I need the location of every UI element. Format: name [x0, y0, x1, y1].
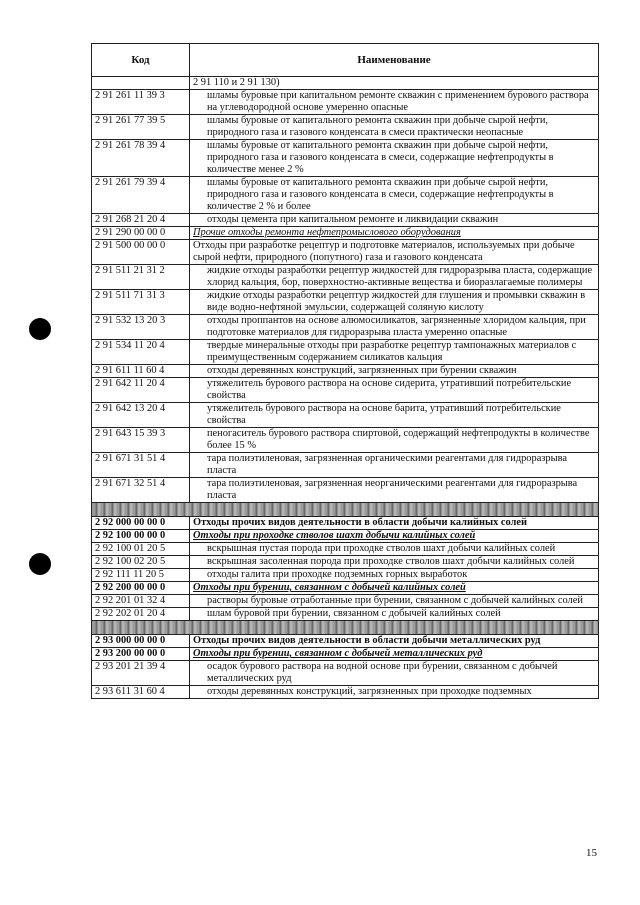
- table-row: [92, 686, 599, 699]
- waste-name: тара полиэтиленовая, загрязненная органическими реагентами для гидроразрыва пласта: [207, 453, 567, 476]
- waste-name: шламы буровые от капитального ремонта скважин при добыче сырой нефти, природного газа и газового конденсата в смеси практически неопасные: [207, 115, 548, 138]
- section-divider-row: [92, 621, 599, 635]
- waste-name-cell: [190, 661, 599, 686]
- table-row: [92, 478, 599, 503]
- punch-hole-lower: [29, 553, 51, 575]
- waste-code: 2 93 200 00 00 0: [92, 648, 190, 661]
- table-header-row: [92, 44, 599, 77]
- header-code: Код: [92, 44, 190, 77]
- waste-name-cell: [190, 340, 599, 365]
- waste-code: 2 91 671 31 51 4: [92, 453, 190, 478]
- waste-name: утяжелитель бурового раствора на основе барита, утративший потребительские свойства: [207, 403, 561, 426]
- header-name: Наименование: [190, 44, 599, 77]
- waste-code: 2 91 261 11 39 3: [92, 90, 190, 115]
- waste-code: 2 91 261 77 39 5: [92, 115, 190, 140]
- waste-name-cell: [190, 214, 599, 227]
- table-row: [92, 265, 599, 290]
- waste-name: утяжелитель бурового раствора на основе сидерита, утративший потребительские свойства: [207, 378, 572, 401]
- table-row: [92, 453, 599, 478]
- waste-code: 2 91 511 71 31 3: [92, 290, 190, 315]
- waste-name: отходы деревянных конструкций, загрязненных при проходке подземных: [207, 686, 532, 697]
- section-divider-row: [92, 503, 599, 517]
- waste-code: 2 91 261 78 39 4: [92, 140, 190, 177]
- table-row: [92, 428, 599, 453]
- table-row: [92, 595, 599, 608]
- waste-name-cell: [190, 378, 599, 403]
- waste-name: отходы деревянных конструкций, загрязненных при бурении скважин: [207, 365, 517, 376]
- waste-name: отходы проппантов на основе алюмосиликатов, загрязненные хлоридом кальция, при подготовке материалов для гидроразрыва пласта умеренно опасные: [207, 315, 586, 338]
- table-row: [92, 608, 599, 621]
- waste-name-cell: [190, 453, 599, 478]
- waste-name-cell: [190, 648, 599, 661]
- waste-name: осадок бурового раствора на водной основе при бурении, связанном с добычей металлических руд: [207, 661, 558, 684]
- table-row: [92, 315, 599, 340]
- waste-name-cell: [190, 265, 599, 290]
- table-row: [92, 90, 599, 115]
- waste-code: 2 91 611 11 60 4: [92, 365, 190, 378]
- table-row: [92, 635, 599, 648]
- waste-code: 2 91 532 13 20 3: [92, 315, 190, 340]
- waste-code: 2 93 000 00 00 0: [92, 635, 190, 648]
- waste-name: пеногаситель бурового раствора спиртовой, содержащий нефтепродукты в количестве более 15 %: [207, 428, 590, 451]
- waste-name: твердые минеральные отходы при разработке рецептур тампонажных материалов с преимущественным содержанием силикатов кальция: [207, 340, 577, 363]
- table-row: [92, 378, 599, 403]
- waste-name-cell: [190, 635, 599, 648]
- waste-name-cell: [190, 517, 599, 530]
- table-row: [92, 140, 599, 177]
- table-row: [92, 403, 599, 428]
- waste-name-cell: [190, 140, 599, 177]
- waste-code: 2 91 268 21 20 4: [92, 214, 190, 227]
- waste-name-cell: [190, 556, 599, 569]
- waste-code: 2 93 201 21 39 4: [92, 661, 190, 686]
- waste-name: Прочие отходы ремонта нефтепромыслового оборудования: [193, 227, 461, 238]
- table-row: [92, 340, 599, 365]
- table-row: [92, 556, 599, 569]
- waste-code: 2 91 671 32 51 4: [92, 478, 190, 503]
- waste-name: Отходы при разработке рецептур и подготовке материалов, используемых при добыче сырой нефти, природного (попутного) газа и газового конденсата: [193, 240, 575, 263]
- section-divider: [92, 503, 599, 517]
- waste-name-cell: [190, 290, 599, 315]
- waste-name: отходы цемента при капитальном ремонте и ликвидации скважин: [207, 214, 499, 225]
- waste-name-cell: [190, 77, 599, 90]
- waste-name: Отходы при проходке стволов шахт добычи калийных солей: [193, 530, 476, 541]
- table-row: [92, 177, 599, 214]
- waste-name: вскрышная пустая порода при проходке стволов шахт добычи калийных солей: [207, 543, 556, 554]
- waste-name-cell: [190, 115, 599, 140]
- waste-name: тара полиэтиленовая, загрязненная неорганическими реагентами для гидроразрыва пласта: [207, 478, 578, 501]
- waste-code: 2 92 100 02 20 5: [92, 556, 190, 569]
- waste-name: растворы буровые отработанные при бурении, связанном с добычей калийных солей: [207, 595, 583, 606]
- waste-name-cell: [190, 428, 599, 453]
- waste-code: [92, 77, 190, 90]
- waste-name-cell: [190, 90, 599, 115]
- table-row: [92, 227, 599, 240]
- waste-name: шламы буровые при капитальном ремонте скважин с применением бурового раствора на углеводородной основе умеренно опасные: [207, 90, 589, 113]
- waste-name-cell: [190, 403, 599, 428]
- page-number: 15: [586, 847, 597, 859]
- waste-name: жидкие отходы разработки рецептур жидкостей для глушения и промывки скважин в виде водно-нефтяной эмульсии, содержащей соляную кислоту: [207, 290, 586, 313]
- waste-name: Отходы прочих видов деятельности в области добычи калийных солей: [193, 517, 527, 528]
- waste-code: 2 91 261 79 39 4: [92, 177, 190, 214]
- table-row: [92, 530, 599, 543]
- waste-code: 2 91 642 13 20 4: [92, 403, 190, 428]
- waste-name-cell: [190, 530, 599, 543]
- waste-name: шламы буровые от капитального ремонта скважин при добыче сырой нефти, природного газа и газового конденсата в смеси, содержащие нефтепродукты в количестве 2 % и более: [207, 177, 554, 212]
- waste-name: жидкие отходы разработки рецептур жидкостей для гидроразрыва пласта, содержащие хлорид кальция, бор, поверхностно-активные вещества и биоразлагаемые полимеры: [207, 265, 593, 288]
- waste-name-cell: [190, 177, 599, 214]
- waste-code: 2 92 200 00 00 0: [92, 582, 190, 595]
- waste-code: 2 91 290 00 00 0: [92, 227, 190, 240]
- waste-name-cell: [190, 543, 599, 556]
- waste-code: 2 92 201 01 32 4: [92, 595, 190, 608]
- waste-code: 2 91 500 00 00 0: [92, 240, 190, 265]
- waste-code: 2 92 202 01 20 4: [92, 608, 190, 621]
- waste-code: 2 92 000 00 00 0: [92, 517, 190, 530]
- waste-name: Отходы при бурении, связанном с добычей металлических руд: [193, 648, 483, 659]
- waste-name-cell: [190, 365, 599, 378]
- table-row: [92, 115, 599, 140]
- waste-code: 2 91 511 21 31 2: [92, 265, 190, 290]
- table-row: [92, 661, 599, 686]
- waste-name: отходы галита при проходке подземных горных выработок: [207, 569, 468, 580]
- table-row: [92, 517, 599, 530]
- punch-hole-upper: [29, 318, 51, 340]
- waste-name-cell: [190, 227, 599, 240]
- waste-name-cell: [190, 595, 599, 608]
- waste-name-cell: [190, 686, 599, 699]
- waste-name: вскрышная засоленная порода при проходке стволов шахт добычи калийных солей: [207, 556, 575, 567]
- waste-name: Отходы при бурении, связанном с добычей калийных солей: [193, 582, 466, 593]
- waste-name: Отходы прочих видов деятельности в области добычи металлических руд: [193, 635, 541, 646]
- table-row: [92, 648, 599, 661]
- table-row: [92, 240, 599, 265]
- waste-code: 2 91 642 11 20 4: [92, 378, 190, 403]
- waste-code: 2 91 534 11 20 4: [92, 340, 190, 365]
- waste-name-cell: [190, 569, 599, 582]
- waste-classification-table: [91, 43, 599, 699]
- waste-name-cell: [190, 240, 599, 265]
- waste-code: 2 92 100 01 20 5: [92, 543, 190, 556]
- waste-name-cell: [190, 582, 599, 595]
- section-divider: [92, 621, 599, 635]
- table-row: [92, 543, 599, 556]
- table-row: [92, 214, 599, 227]
- waste-name-cell: [190, 478, 599, 503]
- table-row: [92, 582, 599, 595]
- table-row: [92, 77, 599, 90]
- waste-code: 2 92 111 11 20 5: [92, 569, 190, 582]
- table-row: [92, 290, 599, 315]
- table-body: [92, 77, 599, 699]
- waste-code: 2 93 611 31 60 4: [92, 686, 190, 699]
- waste-name: шламы буровые от капитального ремонта скважин при добыче сырой нефти, природного газа и газового конденсата в смеси, содержащие нефтепродукты в количестве менее 2 %: [207, 140, 554, 175]
- waste-code: 2 91 643 15 39 3: [92, 428, 190, 453]
- waste-name: 2 91 110 и 2 91 130): [193, 77, 280, 88]
- waste-name-cell: [190, 315, 599, 340]
- waste-code: 2 92 100 00 00 0: [92, 530, 190, 543]
- table-row: [92, 365, 599, 378]
- waste-name-cell: [190, 608, 599, 621]
- waste-name: шлам буровой при бурении, связанном с добычей калийных солей: [207, 608, 501, 619]
- table-row: [92, 569, 599, 582]
